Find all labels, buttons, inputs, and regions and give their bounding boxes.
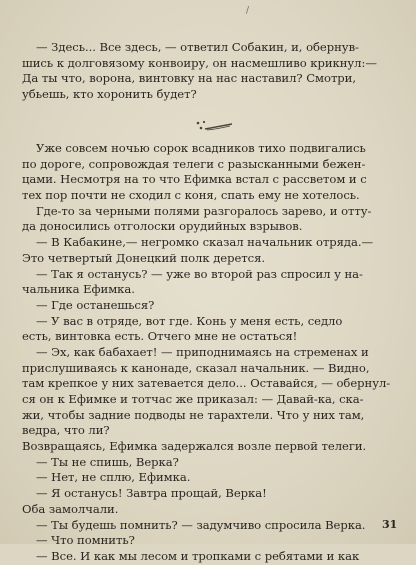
text-line: прислушиваясь к канонаде, сказал начальник. — Видно, bbox=[22, 360, 370, 375]
text-line: да доносились отголоски орудийных взрывов. bbox=[22, 219, 303, 234]
top-mark: / bbox=[246, 6, 250, 16]
text-line: Где-то за черными полями разгоралось зарево, и отту- bbox=[36, 203, 372, 218]
text-line: Да ты что, ворона, винтовку на нас наставил? Смотри, bbox=[22, 71, 356, 86]
text-line: — Ты будешь помнить? — задумчиво спросила Верка. bbox=[36, 517, 366, 532]
text-line: Оба замолчали. bbox=[22, 501, 119, 516]
text-line: — Нет, не сплю, Ефимка. bbox=[36, 470, 191, 485]
text-line: — Где останешься? bbox=[36, 297, 155, 312]
text-line: — У вас в отряде, вот где. Конь у меня есть, седло bbox=[36, 313, 343, 328]
text-line: ведра, что ли? bbox=[22, 423, 110, 438]
text-line: Уже совсем ночью сорок всадников тихо подвигались bbox=[36, 141, 366, 155]
text-block-dialogue bbox=[22, 40, 394, 103]
text-line: есть, винтовка есть. Отчего мне не остаться! bbox=[22, 329, 298, 344]
text-line: тех пор почти не сходил с коня, спать ему не хотелось. bbox=[22, 188, 360, 203]
text-line: — Ты не спишь, Верка? bbox=[36, 454, 179, 469]
text-line: — Что помнить? bbox=[36, 533, 135, 548]
text-line: по дороге, сопровождая телеги с разысканными бежен- bbox=[22, 156, 366, 171]
text-line: — Эх, как бабахает! — приподнимаясь на стременах и bbox=[36, 344, 369, 359]
text-line: Это четвертый Донецкий полк дерется. bbox=[22, 250, 265, 265]
text-line: — Здесь... Все здесь, — ответил Собакин, и, обернув- bbox=[36, 40, 359, 54]
text-line: Возвращаясь, Ефимка задержался возле первой телеги. bbox=[22, 439, 367, 454]
text-line: чальника Ефимка. bbox=[22, 282, 135, 297]
text-line: — В Кабакине,— негромко сказал начальник отряда.— bbox=[36, 235, 374, 250]
text-line: там крепкое у них затевается дело... Оставайся, — обернул- bbox=[22, 376, 391, 391]
section-separator-ornament bbox=[186, 118, 236, 136]
text-line: шись к долговязому конвоиру, он насмешливо крикнул:— bbox=[22, 55, 377, 70]
text-line: — Я останусь! Завтра прощай, Верка! bbox=[36, 486, 267, 501]
text-line: убьешь, кто хоронить будет? bbox=[22, 87, 197, 102]
text-line: ся он к Ефимке и тотчас же приказал: — Давай-ка, ска- bbox=[22, 392, 364, 406]
text-line: — Так я останусь? — уже во второй раз спросил у на- bbox=[36, 266, 363, 281]
text-line: цами. Несмотря на то что Ефимка встал с рассветом и с bbox=[22, 172, 367, 187]
text-block-night-ride bbox=[22, 141, 394, 565]
text-line: — Все. И как мы лесом и тропками с ребятами и как bbox=[36, 548, 360, 563]
page-number: 31 bbox=[382, 518, 398, 531]
text-line: жи, чтобы задние подводы не тарахтели. Что у них там, bbox=[22, 407, 365, 422]
